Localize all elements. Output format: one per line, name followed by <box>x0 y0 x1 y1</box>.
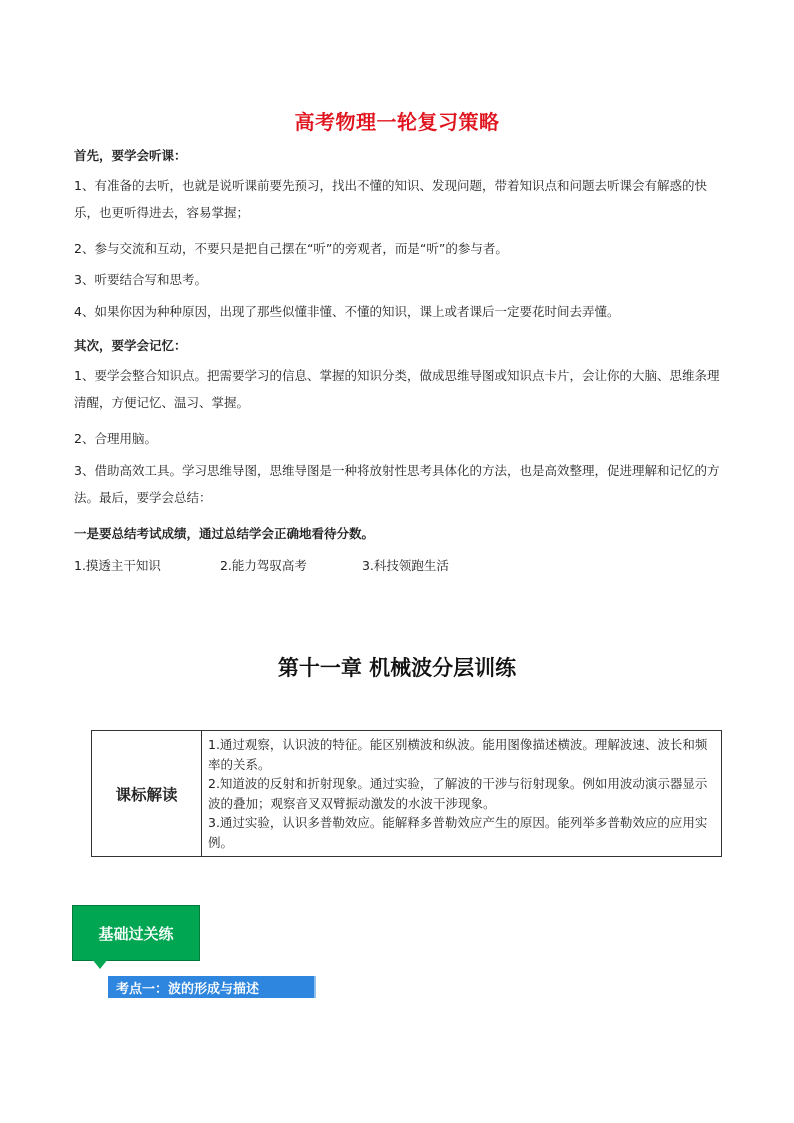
key-points-list <box>74 554 449 578</box>
badge-pointer <box>92 959 108 969</box>
list-item: 1.摸透主干知识 <box>74 558 161 573</box>
paragraph: 3、借助高效工具。学习思维导图，思维导图是一种将放射性思考具体化的方法，也是高效整理，促进理解和记忆的方法。最后，要学会总结： <box>74 463 720 505</box>
badge-label: 基础过关练 <box>72 905 200 961</box>
paragraph: 1、有准备的去听，也就是说听课前要先预习，找出不懂的知识、发现问题，带着知识点和问题去听课会有解惑的快乐，也更听得进去，容易掌握； <box>74 178 707 220</box>
standard-item: 2.知道波的反射和折射现象。通过实验，了解波的干涉与衍射现象。例如用波动演示器显示波的叠加；观察音叉双臂振动激发的水波干涉现象。 <box>208 776 708 811</box>
summary-bold-line: 一是要总结考试成绩，通过总结学会正确地看待分数。 <box>74 526 375 541</box>
paragraph: 2、合理用脑。 <box>74 431 157 446</box>
list-item: 3.科技领跑生活 <box>361 558 449 573</box>
paragraph: 2、参与交流和互动，不要只是把自己摆在“听”的旁观者，而是“听”的参与者。 <box>74 241 508 256</box>
standards-label: 课标解读 <box>92 731 202 857</box>
kaodian-heading: 考点一：波的形成与描述 <box>108 976 314 998</box>
paragraph: 1、要学会整合知识点。把需要学习的信息、掌握的知识分类，做成思维导图或知识点卡片，会让你的大脑、思维条理清醒，方便记忆、温习、掌握。 <box>74 368 720 410</box>
standard-item: 1.通过观察，认识波的特征。能区别横波和纵波。能用图像描述横波。理解波速、波长和频率的关系。 <box>208 737 708 772</box>
chapter-title: 第十一章 机械波分层训练 <box>277 655 517 680</box>
basic-practice-badge <box>72 905 200 961</box>
list-item: 2.能力驾驭高考 <box>219 558 307 573</box>
standard-item: 3.通过实验，认识多普勒效应。能解释多普勒效应产生的原因。能列举多普勒效应的应用实例。 <box>208 815 708 850</box>
paragraph: 4、如果你因为种种原因，出现了那些似懂非懂、不懂的知识，课上或者课后一定要花时间去弄懂。 <box>74 304 620 319</box>
standards-content <box>202 731 722 857</box>
curriculum-standards-table <box>91 730 722 857</box>
kaodian-bar-edge <box>314 976 316 998</box>
section-heading-memory: 其次，要学会记忆： <box>74 338 187 353</box>
section-heading-listen: 首先，要学会听课： <box>74 148 187 163</box>
page-title: 高考物理一轮复习策略 <box>294 110 500 134</box>
paragraph: 3、听要结合写和思考。 <box>74 272 207 287</box>
